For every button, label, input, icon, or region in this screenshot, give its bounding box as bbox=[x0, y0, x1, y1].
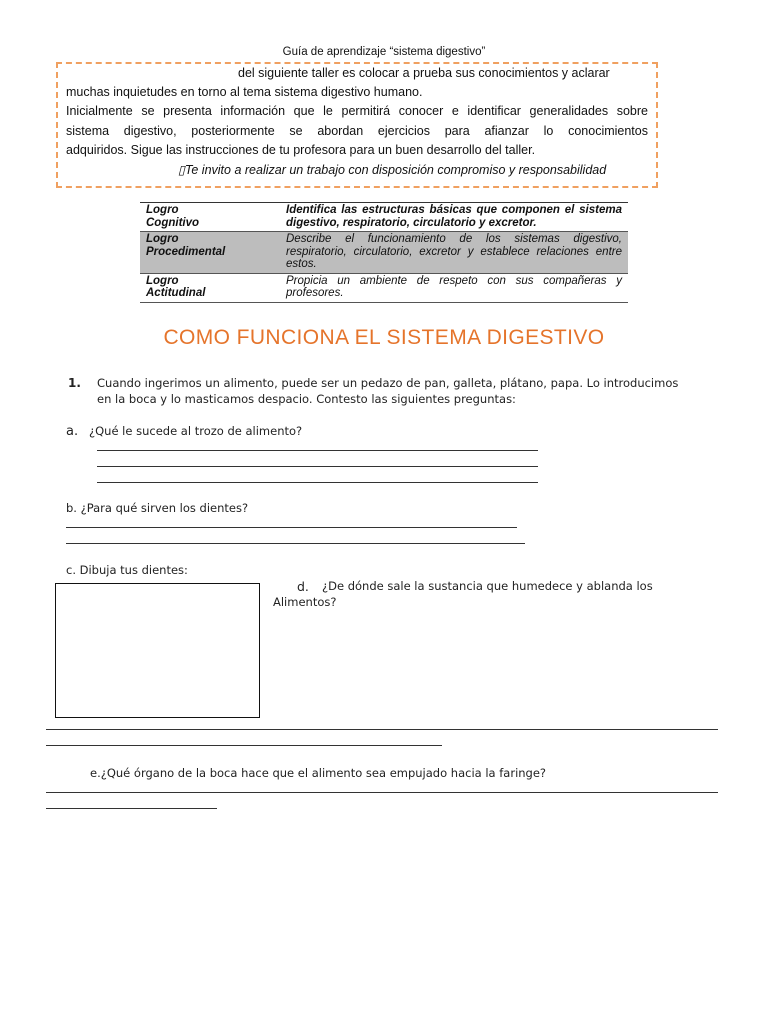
goal-label: Logro Actitudinal bbox=[146, 274, 206, 299]
goal-description: Describe el funcionamiento de los sistemas digestivo, respiratorio, circulatorio, excretor y establece relaciones entre estos. bbox=[280, 232, 628, 274]
goal-label: Logro Cognitivo bbox=[146, 204, 200, 229]
question-1-number: 1. bbox=[68, 376, 81, 390]
answer-line bbox=[66, 543, 525, 544]
intro-line-5: adquiridos. Sigue las instrucciones de tu profesora para un buen desarrollo del taller. bbox=[66, 143, 536, 157]
intro-line-2: muchas inquietudes en torno al tema sistema digestivo humano. bbox=[66, 85, 423, 99]
missing-glyph-icon: ▯ bbox=[178, 163, 185, 177]
question-1-line-1: Cuando ingerimos un alimento, puede ser un pedazo de pan, galleta, plátano, papa. Lo introducimos bbox=[97, 376, 679, 390]
intro-line-3: Inicialmente se presenta información que le permitirá conocer e identificar generalidades sobre bbox=[66, 104, 648, 118]
answer-line bbox=[46, 808, 217, 809]
answer-line bbox=[97, 466, 538, 467]
question-1-line-2: en la boca y lo masticamos despacio. Contesto las siguientes preguntas: bbox=[97, 392, 516, 406]
question-a-letter: a. bbox=[66, 424, 79, 439]
question-d-line-2: Alimentos? bbox=[273, 595, 337, 609]
intro-line-6 bbox=[178, 162, 606, 177]
goal-label: Logro Procedimental bbox=[140, 232, 280, 274]
goal-row-procedural bbox=[140, 232, 628, 274]
goals-table bbox=[140, 202, 628, 303]
question-d-letter: d. bbox=[297, 579, 309, 594]
question-d-line-1: ¿De dónde sale la sustancia que humedece y ablanda los bbox=[322, 579, 653, 593]
main-title: COMO FUNCIONA EL SISTEMA DIGESTIVO bbox=[163, 326, 605, 349]
question-a-text: ¿Qué le sucede al trozo de alimento? bbox=[89, 424, 303, 438]
answer-line bbox=[66, 527, 517, 528]
intro-line-6-text: Te invito a realizar un trabajo con disposición compromiso y responsabilidad bbox=[184, 163, 607, 177]
answer-line bbox=[97, 450, 538, 451]
intro-line-4: sistema digestivo, posteriormente se abordan ejercicios para afianzar lo conocimientos bbox=[66, 124, 648, 138]
answer-line bbox=[97, 482, 538, 483]
question-e-text: e.¿Qué órgano de la boca hace que el alimento sea empujado hacia la faringe? bbox=[90, 766, 547, 780]
answer-line bbox=[46, 729, 718, 730]
answer-line bbox=[46, 745, 442, 746]
goal-row-attitudinal bbox=[140, 273, 628, 302]
question-c-text: c. Dibuja tus dientes: bbox=[66, 563, 188, 577]
goal-description: Identifica las estructuras básicas que componen el sistema digestivo, respiratorio, circulatorio y excretor. bbox=[286, 204, 622, 229]
goal-row-cognitive bbox=[140, 203, 628, 232]
intro-line-1: del siguiente taller es colocar a prueba sus conocimientos y aclarar bbox=[238, 66, 610, 80]
page-header-title: Guía de aprendizaje “sistema digestivo” bbox=[282, 46, 486, 58]
question-b-text: b. ¿Para qué sirven los dientes? bbox=[66, 501, 249, 515]
answer-line bbox=[46, 792, 718, 793]
goal-description: Propicia un ambiente de respeto con sus compañeras y profesores. bbox=[286, 274, 622, 299]
teeth-drawing-box[interactable] bbox=[55, 583, 260, 718]
